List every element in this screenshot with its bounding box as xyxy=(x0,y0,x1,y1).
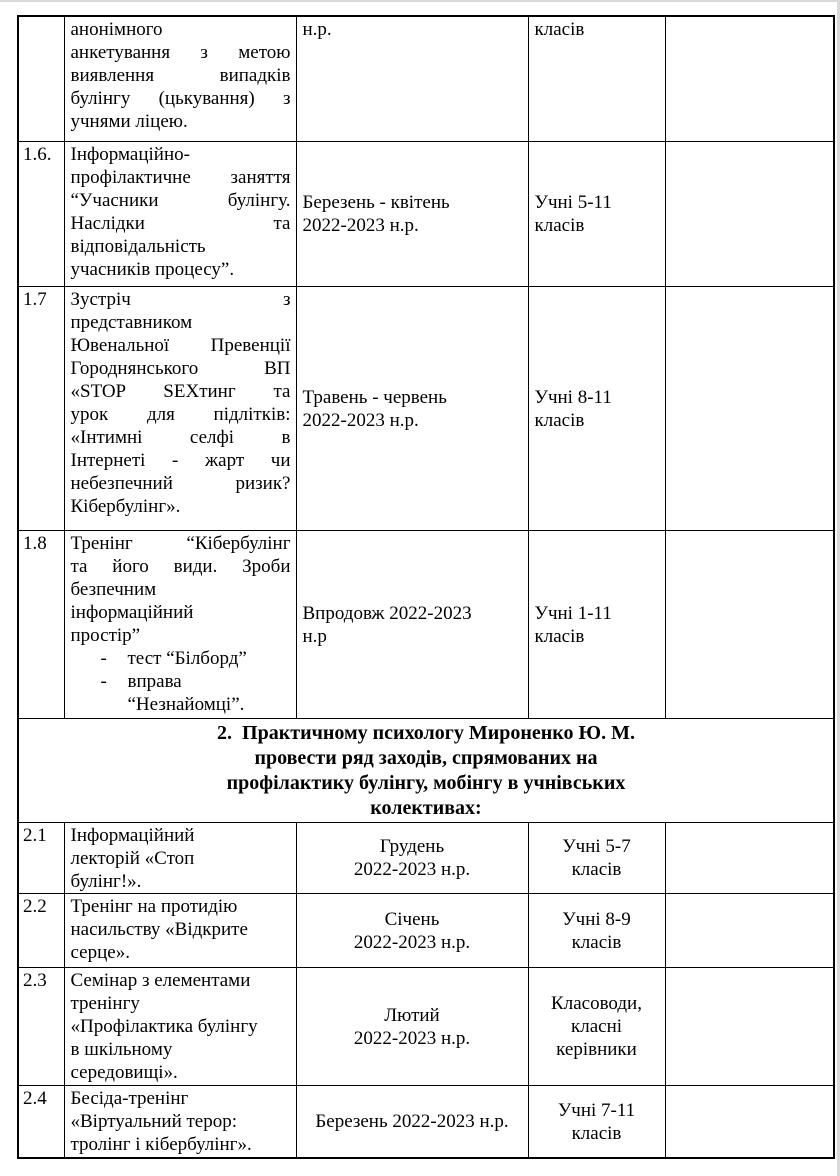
activity-line: та його види. Зроби xyxy=(70,555,291,577)
audience-cell: Учні 7-11 класів xyxy=(528,1085,665,1158)
bullet-dash: - xyxy=(100,670,107,692)
activity-cell: Тренінг на протидію насильству «Відкрите серце». xyxy=(64,893,296,967)
activity-line: учнями ліцею. xyxy=(70,111,188,132)
notes-cell xyxy=(665,16,834,141)
item-number-cell: 2.2 xyxy=(18,893,64,967)
notes-cell xyxy=(665,893,834,967)
item-number-cell: 2.1 xyxy=(18,822,64,893)
activity-line: виявлення випадків xyxy=(70,65,291,86)
activity-line: представником xyxy=(70,311,193,333)
activity-line: анкетування з метою xyxy=(70,42,291,63)
activity-line: Тренінг “Кібербулінг xyxy=(70,532,291,554)
audience-cell: Учні 8-11 класів xyxy=(528,286,665,530)
date-cell: Березень - квітень 2022-2023 н.р. xyxy=(296,141,528,286)
date-cell: Грудень 2022-2023 н.р. xyxy=(296,822,528,893)
section-2-header: 2. Практичному психологу Мироненко Ю. М. провести ряд заходів, спрямованих на профілактику булінгу, мобінгу в учнівських колективах: xyxy=(18,718,834,822)
bullet-item xyxy=(71,670,291,716)
notes-cell xyxy=(665,141,834,286)
activity-line: урок для підлітків: xyxy=(70,403,291,425)
bullet-text: тест “Білборд” xyxy=(127,647,247,669)
activity-cell: Інформаційний лекторій «Стоп булінг!». xyxy=(64,822,296,893)
activity-line: “Учасники булінгу. xyxy=(70,189,291,211)
notes-cell xyxy=(665,286,834,530)
activity-line: Зустріч з xyxy=(70,288,291,310)
notes-cell xyxy=(665,1085,834,1158)
activity-line: Городнянського ВП xyxy=(70,357,291,379)
activity-line: інформаційний xyxy=(70,601,194,623)
table-row-2-3 xyxy=(18,967,834,1085)
item-number-cell: 1.7 xyxy=(18,286,64,530)
action-plan-table xyxy=(17,15,835,1159)
table-row-2-4 xyxy=(18,1085,834,1158)
activity-line: анонімного xyxy=(70,19,163,40)
activity-line: Інтернеті - жарт чи xyxy=(70,449,291,471)
section-2-header-row xyxy=(18,718,834,822)
item-number-cell: 2.3 xyxy=(18,967,64,1085)
activity-line: безпечним xyxy=(70,578,157,600)
activity-cell xyxy=(64,530,296,718)
activity-line: Ювенальної Превенції xyxy=(70,334,291,356)
item-number-cell: 1.6. xyxy=(18,141,64,286)
audience-cell: Учні 5-11 класів xyxy=(528,141,665,286)
activity-cell: Семінар з елементами тренінгу «Профілактика булінгу в шкільному середовищі». xyxy=(64,967,296,1085)
activity-line: учасників процесу”. xyxy=(70,258,235,280)
date-cell: Січень 2022-2023 н.р. xyxy=(296,893,528,967)
activity-line: відповідальність xyxy=(70,235,206,257)
audience-cell: класів xyxy=(528,16,665,141)
activity-line: Інформаційно- xyxy=(70,143,190,165)
date-cell: Травень - червень 2022-2023 н.р. xyxy=(296,286,528,530)
table-row-2-2 xyxy=(18,893,834,967)
activity-cell xyxy=(64,286,296,530)
audience-cell: Учні 1-11 класів xyxy=(528,530,665,718)
activity-line: булінгу (цькування) з xyxy=(70,88,291,109)
date-cell: Березень 2022-2023 н.р. xyxy=(296,1085,528,1158)
bullet-text: вправа “Незнайомці”. xyxy=(127,670,245,715)
table-row-2-1 xyxy=(18,822,834,893)
table-row-carryover xyxy=(18,16,834,141)
date-cell: н.р. xyxy=(296,16,528,141)
audience-cell: Класоводи, класні керівники xyxy=(528,967,665,1085)
audience-cell: Учні 5-7 класів xyxy=(528,822,665,893)
table-row-1-8 xyxy=(18,530,834,718)
notes-cell xyxy=(665,530,834,718)
item-number-cell: 2.4 xyxy=(18,1085,64,1158)
date-cell: Впродовж 2022-2023 н.р xyxy=(296,530,528,718)
activity-cell: Бесіда-тренінг «Віртуальний терор: тролінг і кібербулінг». xyxy=(64,1085,296,1158)
activity-line: простір” xyxy=(70,624,141,646)
item-number-cell xyxy=(18,16,64,141)
activity-line: «STOP SEXтинг та xyxy=(70,380,291,402)
activity-line: небезпечний ризик? xyxy=(70,472,291,494)
page-edge-top xyxy=(0,0,840,2)
activity-line: Кібербулінг». xyxy=(70,495,181,517)
activity-line: профілактичне заняття xyxy=(70,166,291,188)
activity-cell xyxy=(64,16,296,141)
bullet-item xyxy=(71,647,291,670)
table-row-1-6 xyxy=(18,141,834,286)
activity-line: Наслідки та xyxy=(70,212,291,234)
notes-cell xyxy=(665,967,834,1085)
table-row-1-7 xyxy=(18,286,834,530)
date-cell: Лютий 2022-2023 н.р. xyxy=(296,967,528,1085)
activity-line: «Інтимні селфі в xyxy=(70,426,291,448)
bullet-dash: - xyxy=(100,647,107,669)
audience-cell: Учні 8-9 класів xyxy=(528,893,665,967)
item-number-cell: 1.8 xyxy=(18,530,64,718)
notes-cell xyxy=(665,822,834,893)
activity-cell xyxy=(64,141,296,286)
